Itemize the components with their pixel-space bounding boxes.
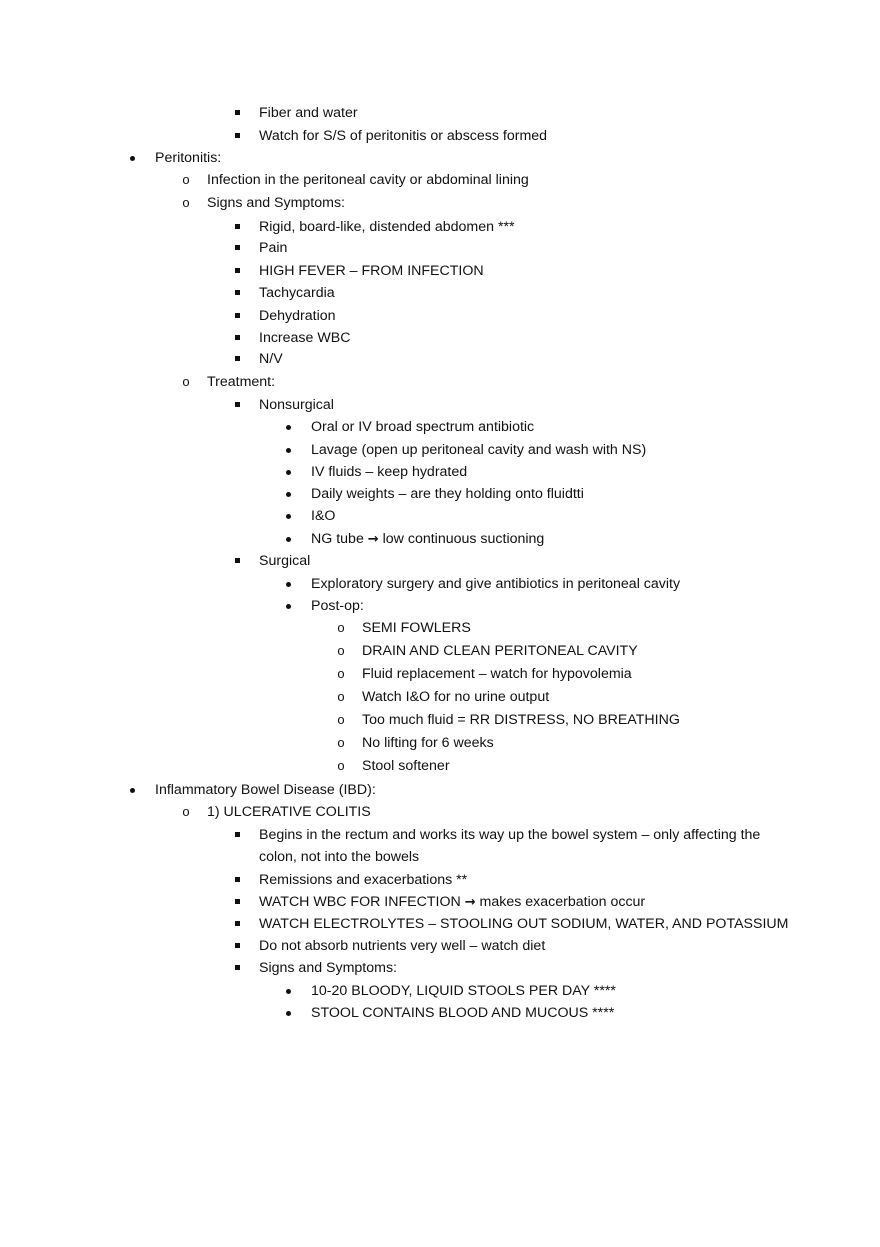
- suction-text: low continuous suctioning: [378, 531, 545, 547]
- list-item-text: WATCH ELECTROLYTES – STOOLING OUT SODIUM, WATER, AND POTASSIUM: [259, 916, 789, 932]
- square-bullet-icon: [229, 957, 245, 970]
- list-item-text: Post-op:: [311, 598, 364, 614]
- square-bullet-icon: [229, 869, 245, 882]
- list-item-text: Dehydration: [259, 308, 336, 324]
- list-item-text: Peritonitis:: [155, 150, 222, 166]
- list-item-text: Watch I&O for no urine output: [362, 689, 550, 705]
- circle-bullet-icon: o: [337, 643, 345, 658]
- circle-bullet-icon: o: [337, 712, 345, 727]
- circle-bullet-icon: o: [182, 195, 190, 210]
- list-item-text: SEMI FOWLERS: [362, 620, 471, 636]
- list-item-text: Stool softener: [362, 758, 450, 774]
- square-bullet-icon: [229, 935, 245, 948]
- square-bullet-icon: [229, 394, 245, 407]
- square-bullet-icon: [229, 913, 245, 926]
- disc-bullet-icon: [124, 147, 140, 161]
- circle-bullet-icon: o: [337, 689, 345, 704]
- circle-bullet-icon: o: [182, 804, 190, 819]
- disc-bullet-icon: [280, 461, 296, 475]
- disc-bullet-icon: [280, 416, 296, 430]
- square-bullet-icon: [229, 550, 245, 563]
- arrow-right-icon: →: [464, 895, 476, 910]
- list-item-text: Begins in the rectum and works its way up the bowel system – only affecting the: [259, 827, 761, 843]
- disc-bullet-icon: [280, 1002, 296, 1016]
- square-bullet-icon: [229, 327, 245, 340]
- square-bullet-icon: [229, 260, 245, 273]
- list-item-text: [259, 891, 645, 914]
- list-item-text: Tachycardia: [259, 285, 335, 301]
- list-item-text: Exploratory surgery and give antibiotics in peritoneal cavity: [311, 576, 681, 592]
- list-item-text: 10-20 BLOODY, LIQUID STOOLS PER DAY ****: [311, 983, 616, 999]
- square-bullet-icon: [229, 102, 245, 115]
- list-item-text: No lifting for 6 weeks: [362, 735, 494, 751]
- list-item-text: Remissions and exacerbations **: [259, 872, 468, 888]
- disc-bullet-icon: [280, 505, 296, 519]
- disc-bullet-icon: [280, 595, 296, 609]
- square-bullet-icon: [229, 125, 245, 138]
- list-item-text: Lavage (open up peritoneal cavity and wash with NS): [311, 442, 647, 458]
- circle-bullet-icon: o: [337, 735, 345, 750]
- list-item-text: HIGH FEVER – FROM INFECTION: [259, 263, 484, 279]
- list-item-text: Inflammatory Bowel Disease (IBD):: [155, 782, 376, 798]
- wbc-text: WATCH WBC FOR INFECTION: [259, 894, 465, 910]
- square-bullet-icon: [229, 891, 245, 904]
- list-item-text: Daily weights – are they holding onto fluidtti: [311, 486, 584, 502]
- list-item-text: I&O: [311, 508, 336, 524]
- list-item-text: Oral or IV broad spectrum antibiotic: [311, 419, 535, 435]
- list-item-text: Do not absorb nutrients very well – watch diet: [259, 938, 546, 954]
- circle-bullet-icon: o: [337, 758, 345, 773]
- disc-bullet-icon: [280, 439, 296, 453]
- circle-bullet-icon: o: [182, 172, 190, 187]
- list-item-text: Watch for S/S of peritonitis or abscess formed: [259, 128, 548, 144]
- square-bullet-icon: [229, 305, 245, 318]
- disc-bullet-icon: [280, 528, 296, 542]
- square-bullet-icon: [229, 282, 245, 295]
- list-item-text: Treatment:: [207, 374, 276, 390]
- list-item-text: Rigid, board-like, distended abdomen ***: [259, 219, 515, 235]
- list-item-text: Fluid replacement – watch for hypovolemia: [362, 666, 632, 682]
- disc-bullet-icon: [280, 573, 296, 587]
- ng-tube-text: NG tube: [311, 531, 368, 547]
- list-item-text: STOOL CONTAINS BLOOD AND MUCOUS ****: [311, 1005, 615, 1021]
- list-item-text: Surgical: [259, 553, 311, 569]
- list-item-text: Increase WBC: [259, 330, 351, 346]
- circle-bullet-icon: o: [337, 620, 345, 635]
- circle-bullet-icon: o: [182, 374, 190, 389]
- list-item-text: Signs and Symptoms:: [207, 195, 345, 211]
- list-item-text: IV fluids – keep hydrated: [311, 464, 468, 480]
- arrow-right-icon: →: [367, 532, 379, 547]
- list-item-text: Fiber and water: [259, 105, 358, 121]
- list-item-text: Nonsurgical: [259, 397, 334, 413]
- list-item-text: Too much fluid = RR DISTRESS, NO BREATHING: [362, 712, 680, 728]
- list-item-text: DRAIN AND CLEAN PERITONEAL CAVITY: [362, 643, 638, 659]
- list-item-text: Pain: [259, 240, 288, 256]
- list-item-text: N/V: [259, 351, 283, 367]
- square-bullet-icon: [229, 348, 245, 361]
- disc-bullet-icon: [280, 483, 296, 497]
- list-item-text: Infection in the peritoneal cavity or abdominal lining: [207, 172, 529, 188]
- square-bullet-icon: [229, 237, 245, 250]
- square-bullet-icon: [229, 824, 245, 837]
- list-item-text: colon, not into the bowels: [259, 849, 420, 865]
- disc-bullet-icon: [280, 980, 296, 994]
- list-item-text: 1) ULCERATIVE COLITIS: [207, 804, 371, 820]
- disc-bullet-icon: [124, 779, 140, 793]
- exacerbation-text: makes exacerbation occur: [475, 894, 646, 910]
- square-bullet-icon: [229, 216, 245, 229]
- list-item-text: Signs and Symptoms:: [259, 960, 397, 976]
- list-item-text: [311, 528, 544, 551]
- circle-bullet-icon: o: [337, 666, 345, 681]
